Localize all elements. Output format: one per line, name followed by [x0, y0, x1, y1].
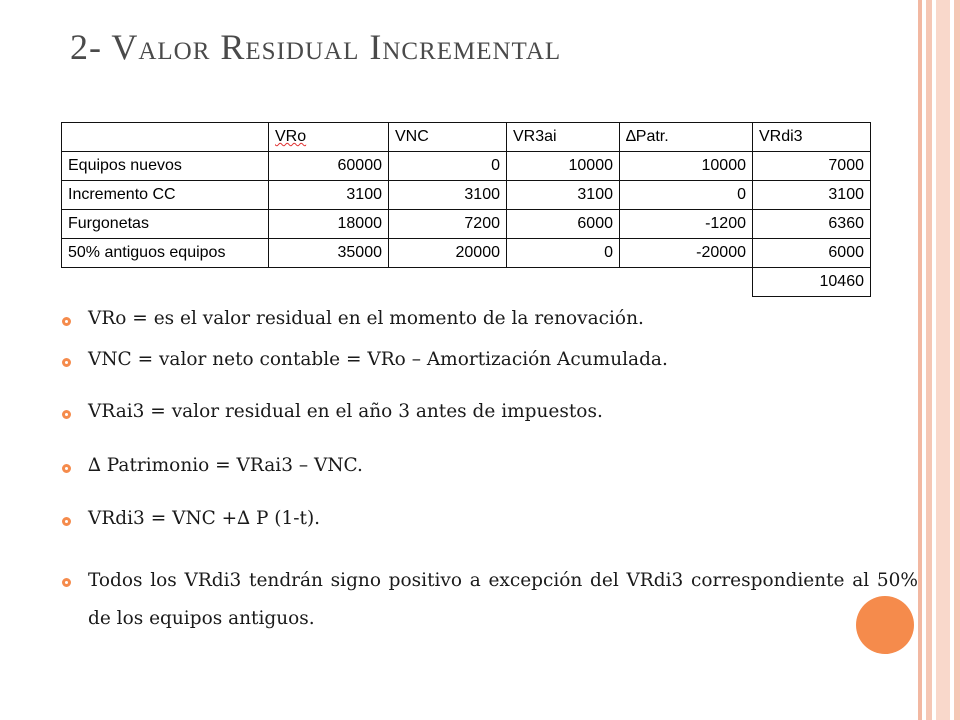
bullet-text: VRo = es el valor residual en el momento de la renovación.	[88, 308, 644, 329]
bullet-text: ∆ Patrimonio = VRai3 – VNC.	[88, 455, 363, 476]
bullet-text: VRdi3 = VNC +∆ P (1-t).	[88, 508, 321, 529]
decorative-stripe	[926, 0, 932, 720]
bullet-item	[58, 508, 918, 529]
row-label: Furgonetas	[62, 210, 269, 239]
table-cell: 0	[389, 152, 507, 181]
table-row	[62, 181, 871, 210]
bullet-circle-icon	[62, 578, 71, 587]
bullet-item	[58, 308, 918, 329]
row-label: Equipos nuevos	[62, 152, 269, 181]
header-cell	[269, 123, 389, 152]
table-row	[62, 210, 871, 239]
table-cell: 7000	[753, 152, 871, 181]
table-cell: -20000	[620, 239, 753, 268]
header-cell: VR3ai	[507, 123, 620, 152]
table-cell: 0	[507, 239, 620, 268]
table-cell: 3100	[753, 181, 871, 210]
table-cell: 10000	[507, 152, 620, 181]
bullet-circle-icon	[62, 464, 71, 473]
bullet-text: VRai3 = valor residual en el año 3 antes de impuestos.	[88, 401, 603, 422]
table-row	[62, 152, 871, 181]
table-cell: 60000	[269, 152, 389, 181]
table-cell: 7200	[389, 210, 507, 239]
decorative-stripe	[936, 0, 950, 720]
table-cell: 3100	[389, 181, 507, 210]
bullet-text: VNC = valor neto contable = VRo – Amortización Acumulada.	[88, 349, 668, 370]
table-row	[62, 239, 871, 268]
table-cell: -1200	[620, 210, 753, 239]
header-cell: ∆Patr.	[620, 123, 753, 152]
header-cell-text: VRo	[275, 128, 307, 145]
table-cell: 3100	[507, 181, 620, 210]
row-label: 50% antiguos equipos	[62, 239, 269, 268]
bullet-item	[58, 562, 918, 638]
decorative-stripe	[954, 0, 960, 720]
total-cell: 10460	[753, 268, 871, 297]
table-cell: 10000	[620, 152, 753, 181]
bullet-circle-icon	[62, 517, 71, 526]
table-cell: 18000	[269, 210, 389, 239]
slide-title: 2- Valor Residual Incremental	[70, 27, 562, 67]
bullet-list	[58, 302, 918, 638]
table-cell: 20000	[389, 239, 507, 268]
table-cell: 35000	[269, 239, 389, 268]
decorative-stripe	[918, 0, 922, 720]
row-label: Incremento CC	[62, 181, 269, 210]
table-cell: 0	[620, 181, 753, 210]
bullet-text: Todos los VRdi3 tendrán signo positivo a excepción del VRdi3 correspondiente al 50% de los equipos antiguos.	[88, 570, 918, 629]
bullet-circle-icon	[62, 410, 71, 419]
bullet-item	[58, 401, 918, 422]
decorative-circle	[856, 596, 914, 654]
table-total-row	[62, 268, 871, 297]
table-header-row	[62, 123, 871, 152]
data-table	[61, 122, 871, 297]
bullet-circle-icon	[62, 317, 71, 326]
bullet-item	[58, 455, 918, 476]
bullet-item	[58, 349, 918, 370]
table-cell: 6000	[507, 210, 620, 239]
table-cell: 3100	[269, 181, 389, 210]
header-cell	[62, 123, 269, 152]
table-cell: 6360	[753, 210, 871, 239]
table-cell: 6000	[753, 239, 871, 268]
header-cell: VNC	[389, 123, 507, 152]
header-cell: VRdi3	[753, 123, 871, 152]
bullet-circle-icon	[62, 358, 71, 367]
